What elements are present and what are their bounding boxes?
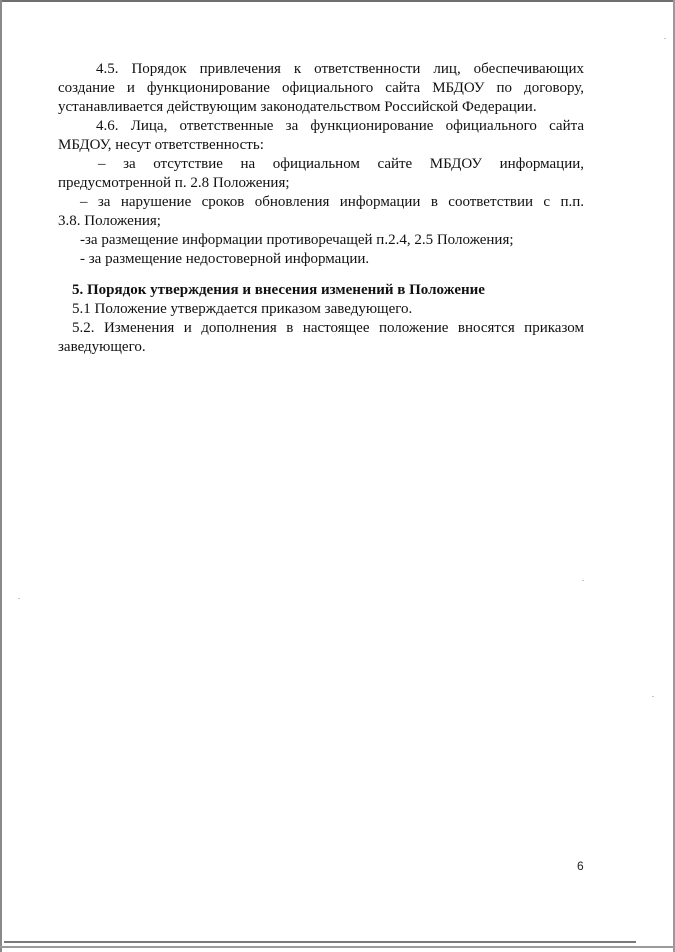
liability-item-1-line-2: предусмотренной п. 2.8 Положения;: [58, 175, 290, 191]
paragraph-5-2-line-1: 5.2. Изменения и дополнения в настоящее положение вносятся приказом: [72, 320, 584, 336]
liability-item-2-line-2: 3.8. Положения;: [58, 213, 161, 229]
scan-speck: [582, 580, 584, 581]
paragraph-4-5-line-1: 4.5. Порядок привлечения к ответственности лиц, обеспечивающих: [96, 61, 584, 77]
paragraph-5-1: 5.1 Положение утверждается приказом заведующего.: [72, 301, 413, 317]
paragraph-4-6-line-1: 4.6. Лица, ответственные за функционирование официального сайта: [96, 118, 584, 134]
page-number: 6: [577, 859, 584, 873]
scan-speck: [652, 696, 654, 697]
liability-item-3: -за размещение информации противоречащей п.2.4, 2.5 Положения;: [80, 232, 514, 248]
scan-bottom-edge: [4, 941, 636, 943]
paragraph-5-2-line-2: заведующего.: [58, 339, 146, 355]
scan-bottom-edge-shadow: [0, 946, 675, 948]
paragraph-4-5-line-3: устанавливается действующим законодательством Российской Федерации.: [58, 99, 537, 115]
paragraph-4-5-line-2: создание и функционирование официального сайта МБДОУ по договору,: [58, 80, 584, 96]
liability-item-2-line-1: – за нарушение сроков обновления информации в соответствии с п.п.: [80, 194, 584, 210]
scan-left-edge: [0, 0, 2, 952]
liability-item-1-line-1: – за отсутствие на официальном сайте МБДОУ информации,: [98, 156, 584, 172]
document-body: [58, 60, 584, 357]
section-5-heading: 5. Порядок утверждения и внесения изменений в Положение: [72, 282, 485, 298]
liability-item-4: - за размещение недостоверной информации.: [80, 251, 370, 267]
section-gap: [58, 269, 584, 281]
scan-top-edge: [0, 0, 675, 2]
scan-speck: [664, 38, 666, 39]
paragraph-4-6-line-2: МБДОУ, несут ответственность:: [58, 137, 264, 153]
scan-speck: [18, 598, 20, 599]
